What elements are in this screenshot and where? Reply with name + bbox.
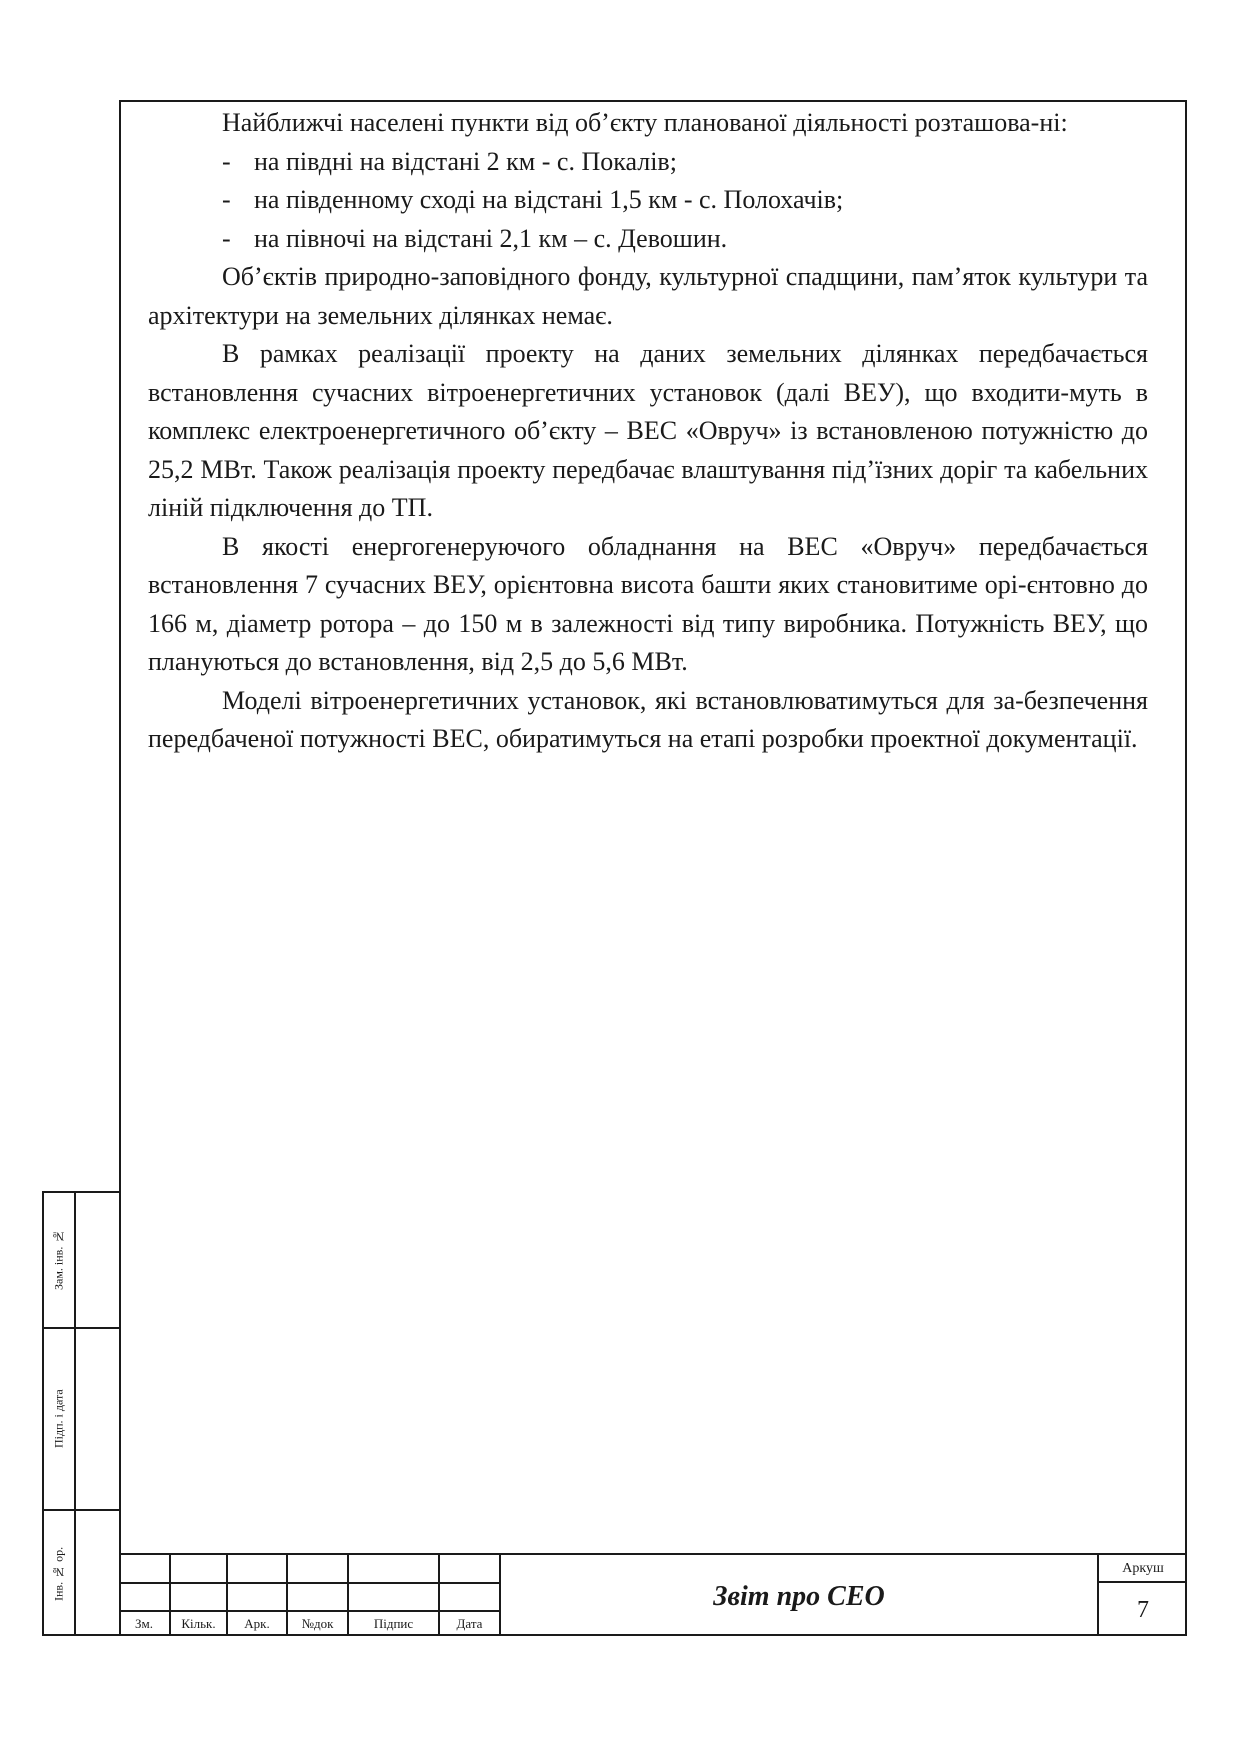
list-item (148, 220, 1148, 259)
column-label: Підпис (373, 1616, 414, 1631)
paragraph-project-scope: В рамках реалізації проекту на даних земельних ділянках передбачається встановлення сучасних вітроенергетичних установок (далі ВЕУ), що входити-муть в комплекс електроенергетичного об’єкту – ВЕС «Овруч» із встановленою потужністю до 25,2 МВт. Також реалізація проекту передбачає влаштування під’їзних доріг та кабельних ліній підключення до ТП. (148, 339, 1148, 522)
bullet-marker: - (222, 146, 231, 176)
label-pidp-data: Підп. і дата (51, 1389, 66, 1449)
divider (119, 1582, 499, 1584)
label-zam-inv: Зам. інв. № (51, 1229, 66, 1291)
paragraph-protected-sites: Об’єктів природно-заповідного фонду, культурної спадщини, пам’яток культури та архітектури на земельних ділянках немає. (148, 262, 1148, 330)
bullet-text: на півдні на відстані 2 км - с. Покалів; (254, 146, 677, 176)
bullet-marker: - (222, 185, 231, 214)
sheet-label: Аркуш (1122, 1561, 1164, 1576)
title-block (119, 1553, 1187, 1636)
paragraph-settlements: Найближчі населені пункти від об’єкту планованої діяльності розташова-ні: (222, 108, 1068, 137)
document-body (148, 104, 1148, 759)
side-registration-strip (42, 1191, 120, 1636)
column-label: №док (301, 1616, 334, 1631)
bullet-marker: - (222, 223, 231, 253)
column-label: Кільк. (181, 1616, 216, 1631)
list-item (148, 143, 1148, 182)
document-title: Звіт про СЕО (713, 1580, 885, 1612)
divider (74, 1193, 76, 1634)
paragraph-models: Моделі вітроенергетичних установок, які встановлюватимуться для за-безпечення передбаченої потужності ВЕС, обиратимуться на етапі розробки проектної документації. (148, 685, 1148, 753)
paragraph-equipment: В якості енергогенеруючого обладнання на ВЕС «Овруч» передбачається встановлення 7 сучасних ВЕУ, орієнтовна висота башти яких становитиме орі-єнтовно до 166 м, діаметр ротора – до 150 м в залежності від типу виробника. Потужність ВЕУ, що плануються до встановлення, від 2,5 до 5,6 МВт. (148, 531, 1148, 676)
column-label: Арк. (244, 1616, 270, 1631)
sheet-number: 7 (1137, 1597, 1149, 1623)
bullet-text: на південному сході на відстані 1,5 км - с. Полохачів; (254, 185, 844, 214)
column-label: Зм. (135, 1616, 153, 1631)
column-label: Дата (456, 1616, 483, 1631)
bullet-text: на півночі на відстані 2,1 км – с. Девошин. (254, 223, 728, 253)
list-item (148, 181, 1148, 220)
label-inv-orig: Інв. № ор. (51, 1546, 66, 1601)
